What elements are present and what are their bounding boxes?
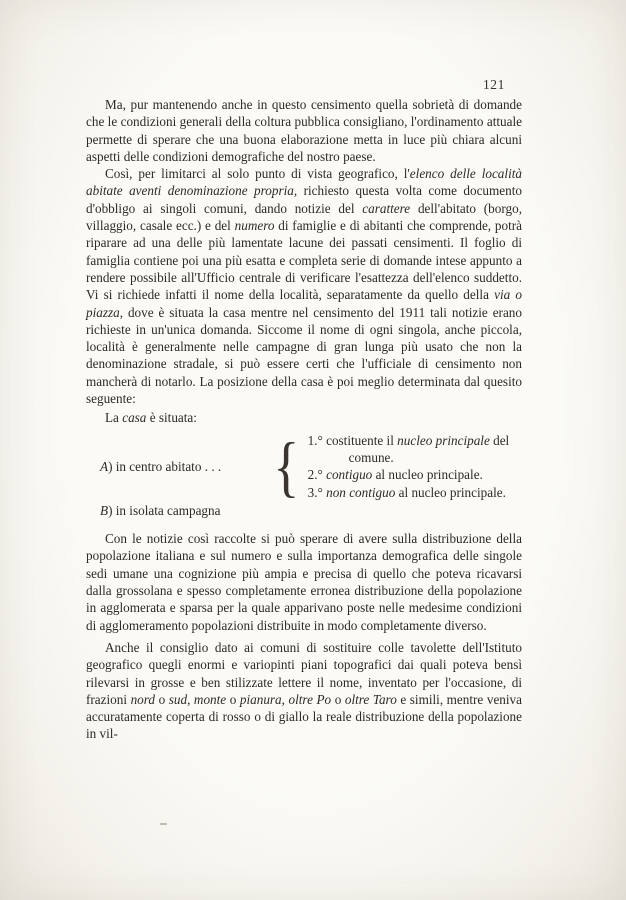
paragraph-consiglio-tavolette: Anche il consiglio dato ai comuni di sostituire colle tavolette dell'Istituto geografico quegli enormi e variopinti piani topografici dai quali poteva bensì rilevarsi in grosse e ben stilizzate lettere il nome, inventato per l'occasione, di frazioni nord o sud, monte o pianura, oltre Po o oltre Taro e simili, mentre veniva accuratamente coperta di rosso o di giallo la reale distribuzione della popolazione in vil- <box>86 639 523 742</box>
paragraph-sobrieta: Ma, pur mantenendo anche in questo censimento quella sobrietà di domande che le condizioni generali della coltura pubblica consigliano, l'ordinamento attuale permette di sperare che una buona elaborazione metta in luce più chiara alcuni aspetti delle condizioni demografiche del nostro paese. <box>86 97 522 164</box>
figure-item-1: 1.° costituente il nucleo principale del comune. <box>307 432 510 465</box>
figure-item-3: 3.° non contiguo al nucleo principale. <box>307 484 506 500</box>
paragraph-la-casa-e-situata: La casa è situata: <box>105 410 197 426</box>
page-number: 121 <box>482 77 505 92</box>
paragraph-notizie-raccolte: Con le notizie così raccolte si può sperare di avere sulla distribuzione della popolazione italiana e sul numero e sulla importanza demografica delle singole sedi umane una cognizione più ampia e precisa di quello che poteva ricavarsi dalla grossolana e spesso completamente erronea distribuzione della popolazione in agglomerata e sparsa per la quale apparivano poste nelle medesime condizioni di agglomeramento popolazioni distribuite in modo completamente diverso. <box>86 531 522 633</box>
figure-item-2: 2.° contiguo al nucleo principale. <box>307 467 483 483</box>
brace-glyph: { <box>273 428 300 505</box>
option-a-label: A) in centro abitato . . . <box>100 458 222 474</box>
paragraph-elenco-localita: Così, per limitarci al solo punto di vista geografico, l'elenco delle località abitate aventi denominazione propria, richiesto questa volta come documento d'obbligo ai singoli comuni, dando notizie del carattere dell'abitato (borgo, villaggio, casale ecc.) e del numero di famiglie e di abitanti che comprende, potrà riparare ad una delle più lamentate lacune dei passati censimenti. Il foglio di famiglia contiene poi una più esatta e completa serie di domande intese appunto a rendere possibile all'Ufficio centrale di verificare l'esattezza dell'elenco suddetto. Vi si richiede infatti il nome della località, separatamente da quello della via o piazza, dove è situata la casa mentre nel censimento del 1911 tali notizie erano richieste in un'unica domanda. Siccome il nome di ogni singola, anche piccola, località è generalmente nelle campagne di gran lunga più usato che non la denominazione stradale, si può essere certi che l'ufficiale di censimento non mancherà di notarlo. La posizione della casa è poi meglio determinata dal quesito seguente: <box>86 166 522 407</box>
scan-artifact <box>160 823 167 825</box>
case-position-figure <box>86 428 522 505</box>
option-b-label: B) in isolata campagna <box>100 502 221 518</box>
figure-items <box>308 432 536 501</box>
text-block <box>86 96 522 743</box>
